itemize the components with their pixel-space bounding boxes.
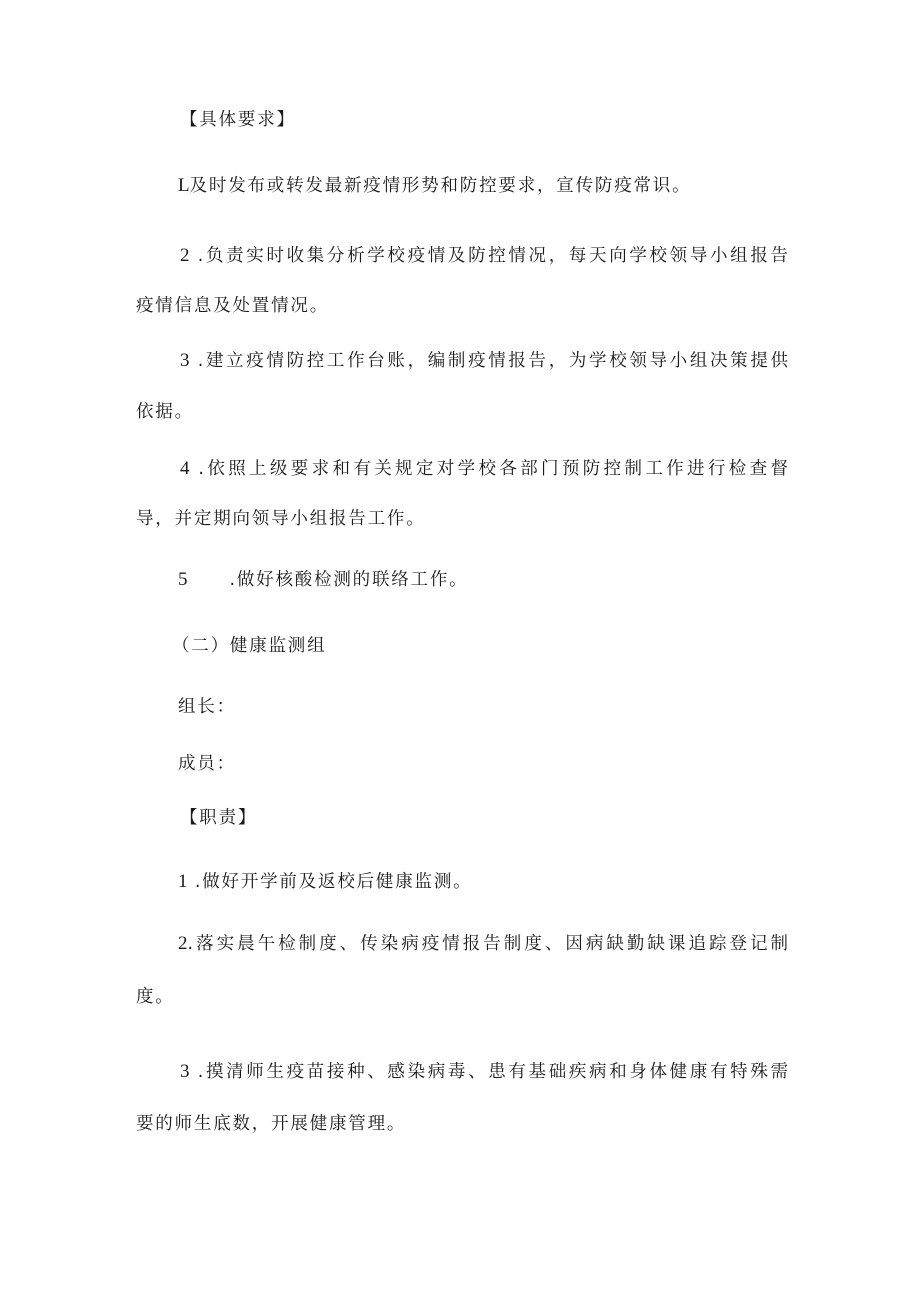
item-number: 2	[180, 245, 190, 266]
item-number: 2	[178, 933, 188, 954]
list-item	[136, 1060, 788, 1084]
item-text: .做好核酸检测的联络工作。	[229, 570, 469, 590]
list-item	[136, 932, 788, 956]
item-number: 5	[178, 569, 188, 590]
item-text: .依照上级要求和有关规定对学校各部门预防控制工作进行检查督	[198, 459, 788, 479]
item-text: .做好开学前及返校后健康监测。	[194, 872, 473, 892]
item-number: 3	[180, 350, 190, 371]
item-continuation: 度。	[136, 987, 175, 1007]
item-number: 1	[178, 871, 188, 892]
section-title: （二）健康监测组	[172, 636, 327, 656]
list-item	[178, 174, 691, 198]
list-item	[136, 457, 788, 481]
list-item	[136, 244, 788, 268]
item-continuation: 依据。	[136, 402, 194, 422]
item-text: .摸清师生疫苗接种、感染病毒、患有基础疾病和身体健康有特殊需	[197, 1062, 788, 1082]
item-text: 及时发布或转发最新疫情形势和防控要求，宣传防疫常识。	[189, 176, 692, 196]
requirements-heading: 【具体要求】	[180, 110, 296, 130]
item-text: .负责实时收集分析学校疫情及防控情况，每天向学校领导小组报告	[197, 246, 788, 266]
item-continuation: 疫情信息及处置情况。	[136, 296, 329, 316]
item-continuation: 要的师生底数，开展健康管理。	[136, 1114, 407, 1134]
list-item	[178, 870, 472, 894]
item-number: L	[178, 175, 190, 196]
item-number: 4	[180, 458, 190, 479]
item-text: .建立疫情防控工作台账，编制疫情报告，为学校领导小组决策提供	[197, 351, 788, 371]
item-text: .落实晨午检制度、传染病疫情报告制度、因病缺勤缺课追踪登记制	[187, 934, 788, 954]
leader-label: 组长：	[178, 697, 236, 717]
list-item	[136, 349, 788, 373]
duties-heading: 【职责】	[180, 808, 258, 828]
item-continuation: 导，并定期向领导小组报告工作。	[136, 509, 426, 529]
members-label: 成员：	[178, 754, 236, 774]
list-item	[178, 568, 468, 592]
item-number: 3	[180, 1061, 190, 1082]
